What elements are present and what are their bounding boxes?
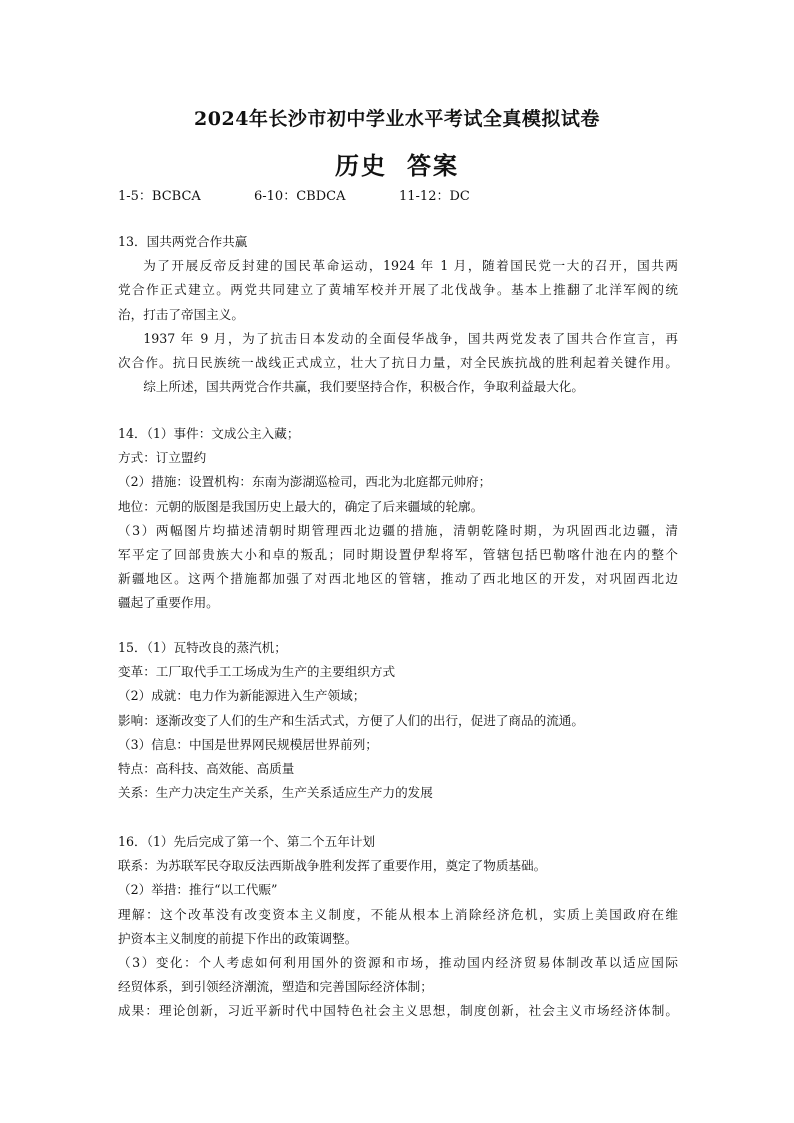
answer-line: 疆起了重要作用。 [118,595,219,611]
question-14-answer [118,422,678,616]
answer-line: （3）变化：个人考虑如何利用国外的资源和市场，推动国内经济贸易体制改革以适应国际 [118,955,678,971]
answer-line: 15．（1）瓦特改良的蒸汽机； [118,640,287,655]
answer-line: 16．（1）先后完成了第一个、第二个五年计划 [118,834,376,849]
answer-line: 联系：为苏联军民夺取反法西斯战争胜利发挥了重要作用，奠定了物质基础。 [118,858,547,874]
answer-line: 新疆地区。这两个措施都加强了对西北地区的管辖，推动了西北地区的开发，对巩固西北边 [118,571,678,587]
answer-line: （2）举措：推行“以工代赈” [118,882,278,898]
choice-answer-group: 1-5：BCBCA [118,189,201,204]
answer-line: 为了开展反帝反封建的国民革命运动，1924 年 1 月，随着国民党一大的召开，国共两 [143,258,678,274]
answer-line: 次合作。抗日民族统一战线正式成立，壮大了抗日力量，对全民族抗战的胜利起着关键作用。 [118,355,678,371]
choice-answer-group: 11-12：DC [399,189,470,204]
answer-line: （2）成就：电力作为新能源进入生产领域； [118,688,366,704]
answer-line: 成果：理论创新，习近平新时代中国特色社会主义思想，制度创新，社会主义市场经济体制。 [118,1003,678,1019]
answer-line: 1937 年 9 月，为了抗击日本发动的全面侵华战争，国共两党发表了国共合作宣言，再 [143,330,678,346]
question-13-answer [118,230,678,399]
choice-answer-group: 6-10：CBDCA [254,189,346,204]
answer-line: 关系：生产力决定生产关系，生产关系适应生产力的发展 [118,785,433,801]
answer-line: 治，打击了帝国主义。 [118,306,244,322]
question-heading: 13．国共两党合作共赢 [118,234,248,249]
exam-subtitle [0,146,794,181]
answer-line: （2）措施：设置机构：东南为澎湖巡检司，西北为北庭都元帅府； [118,474,492,490]
answer-line: （3）两幅图片均描述清朝时期管理西北边疆的措施，清朝乾隆时期，为巩固西北边疆，清 [118,522,678,538]
answer-line: 特点：高科技、高效能、高质量 [118,761,295,777]
answer-line: （3）信息：中国是世界网民规模居世界前列； [118,736,378,752]
answer-line: 影响：逐渐改变了人们的生产和生活式式，方便了人们的出行，促进了商品的流通。 [118,712,584,728]
answer-line: 14．（1）事件：文成公主入藏； [118,426,300,441]
answer-label: 答案 [407,151,459,180]
answer-line: 变革：工厂取代手工工场成为生产的主要组织方式 [118,664,396,680]
answer-line: 地位：元朝的版图是我国历史上最大的，确定了后来疆域的轮廓。 [118,498,484,514]
question-15-answer [118,636,678,805]
question-16-answer [118,830,678,1024]
choice-answers [118,185,718,205]
answer-line: 党合作正式建立。两党共同建立了黄埔军校并开展了北伐战争。基本上推翻了北洋军阀的统 [118,282,678,298]
answer-line: 综上所述，国共两党合作共赢，我们要坚持合作，积极合作，争取利益最大化。 [143,379,584,395]
answer-line: 护资本主义制度的前提下作出的政策调整。 [118,930,358,946]
answer-line: 方式：订立盟约 [118,450,207,466]
subject-label: 历史 [335,151,387,180]
exam-title: 2024年长沙市初中学业水平考试全真模拟试卷 [194,108,600,130]
answer-line: 经贸体系，到引领经济潮流，塑造和完善国际经济体制； [118,979,433,995]
answer-line: 军平定了回部贵族大小和卓的叛乱；同时期设置伊犁将军，管辖包括巴勒喀什池在内的整个 [118,547,678,563]
answer-line: 理解：这个改革没有改变资本主义制度，不能从根本上消除经济危机，实质上美国政府在维 [118,906,678,922]
